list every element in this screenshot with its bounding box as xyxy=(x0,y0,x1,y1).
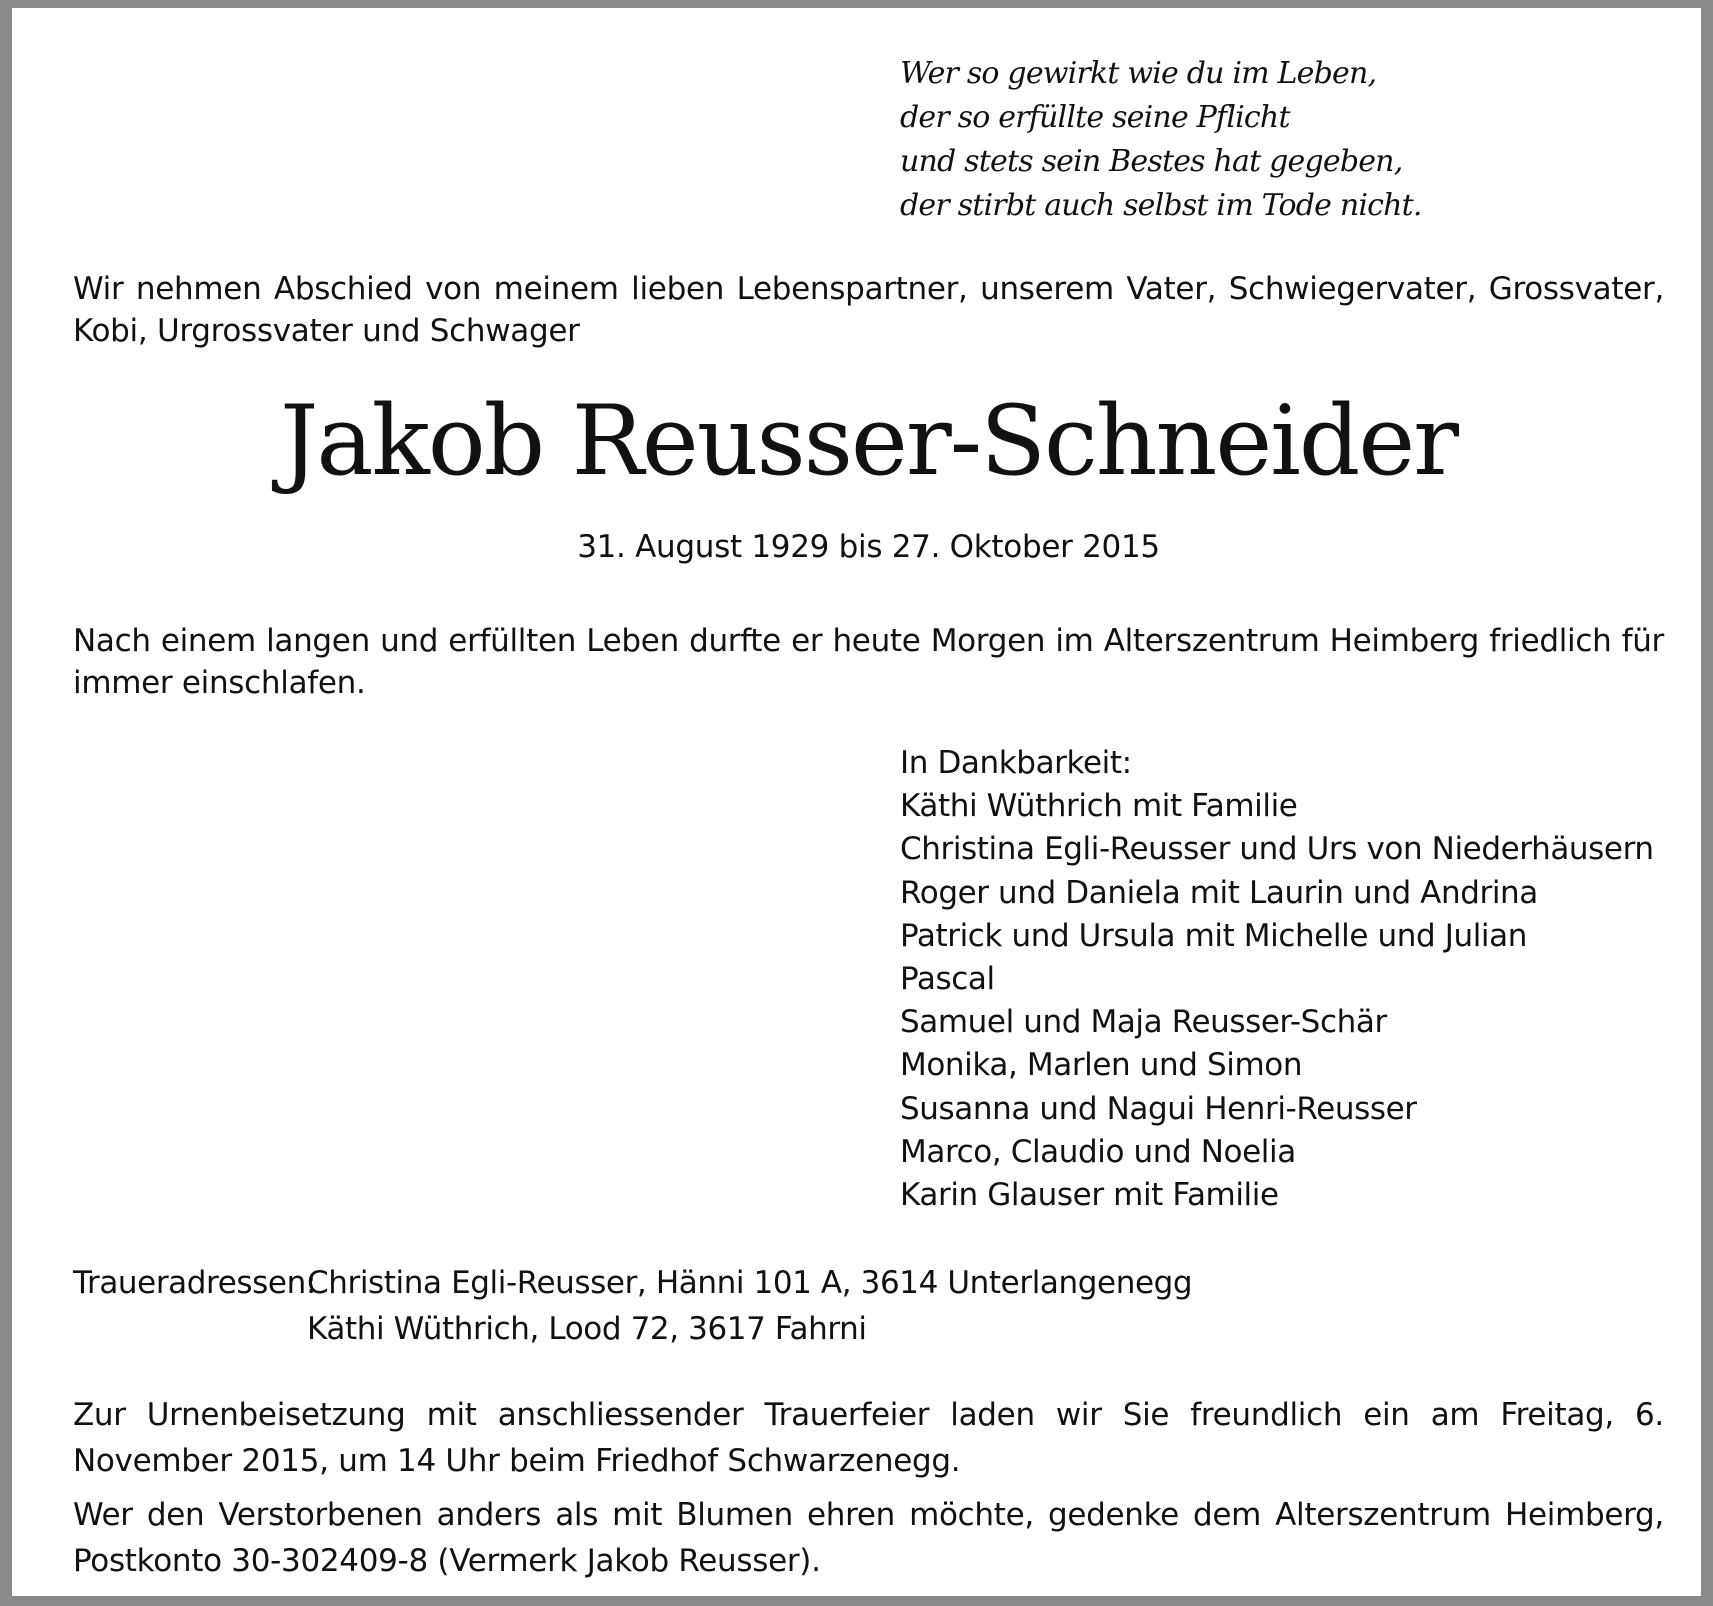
mourner-entry: Pascal xyxy=(900,961,995,998)
motto-verse xyxy=(900,52,1422,228)
address-line: Christina Egli-Reusser, Hänni 101 A, 3614 Unterlangenegg xyxy=(307,1265,1193,1301)
mourner-entry: Patrick und Ursula mit Michelle und Julian xyxy=(900,917,1527,954)
mourner-entry: Samuel und Maja Reusser-Schär xyxy=(900,1004,1387,1041)
mourner-entry: Marco, Claudio und Noelia xyxy=(900,1133,1296,1170)
motto-line: der stirbt auch selbst im Tode nicht. xyxy=(900,188,1422,223)
address-row xyxy=(73,1260,1192,1306)
mourner-entry: Käthi Wüthrich mit Familie xyxy=(900,788,1298,825)
passing-text: Nach einem langen und erfüllten Leben durfte er heute Morgen im Alterszentrum Heimberg friedlich für immer einschlafen. xyxy=(73,623,1664,701)
mourners-heading: In Dankbarkeit: xyxy=(900,745,1132,781)
motto-line: und stets sein Bestes hat gegeben, xyxy=(900,144,1403,179)
mourners-list xyxy=(900,742,1654,1217)
donation-text: Wer den Verstorbenen anders als mit Blumen ehren möchte, gedenke dem Alterszentrum Heimberg, Postkonto 30-302409-8 (Vermerk Jakob Reusser). xyxy=(73,1497,1664,1579)
motto-line: der so erfüllte seine Pflicht xyxy=(900,100,1290,135)
burial-text: Zur Urnenbeisetzung mit anschliessender Trauerfeier laden wir Sie freundlich ein am Freitag, 6. November 2015, um 14 Uhr beim Friedhof Schwarzenegg. xyxy=(73,1397,1664,1479)
intro-text: Wir nehmen Abschied von meinem lieben Lebenspartner, unserem Vater, Schwiegervater, Grossvater, Kobi, Urgrossvater und Schwager xyxy=(73,271,1664,349)
motto-line: Wer so gewirkt wie du im Leben, xyxy=(900,56,1377,91)
mourner-entry: Christina Egli-Reusser und Urs von Niederhäusern xyxy=(900,831,1654,868)
addresses-label: Traueradressen: xyxy=(73,1265,316,1301)
address-row xyxy=(73,1306,1192,1352)
mourner-entry: Monika, Marlen und Simon xyxy=(900,1047,1303,1084)
address-line: Käthi Wüthrich, Lood 72, 3617 Fahrni xyxy=(307,1311,867,1347)
mourner-entry: Susanna und Nagui Henri-Reusser xyxy=(900,1090,1417,1127)
deceased-name: Jakob Reusser-Schneider xyxy=(279,385,1458,497)
mourner-entry: Roger und Daniela mit Laurin und Andrina xyxy=(900,874,1538,911)
mourning-addresses xyxy=(73,1260,1192,1352)
life-dates: 31. August 1929 bis 27. Oktober 2015 xyxy=(577,529,1160,565)
mourner-entry: Karin Glauser mit Familie xyxy=(900,1177,1279,1214)
